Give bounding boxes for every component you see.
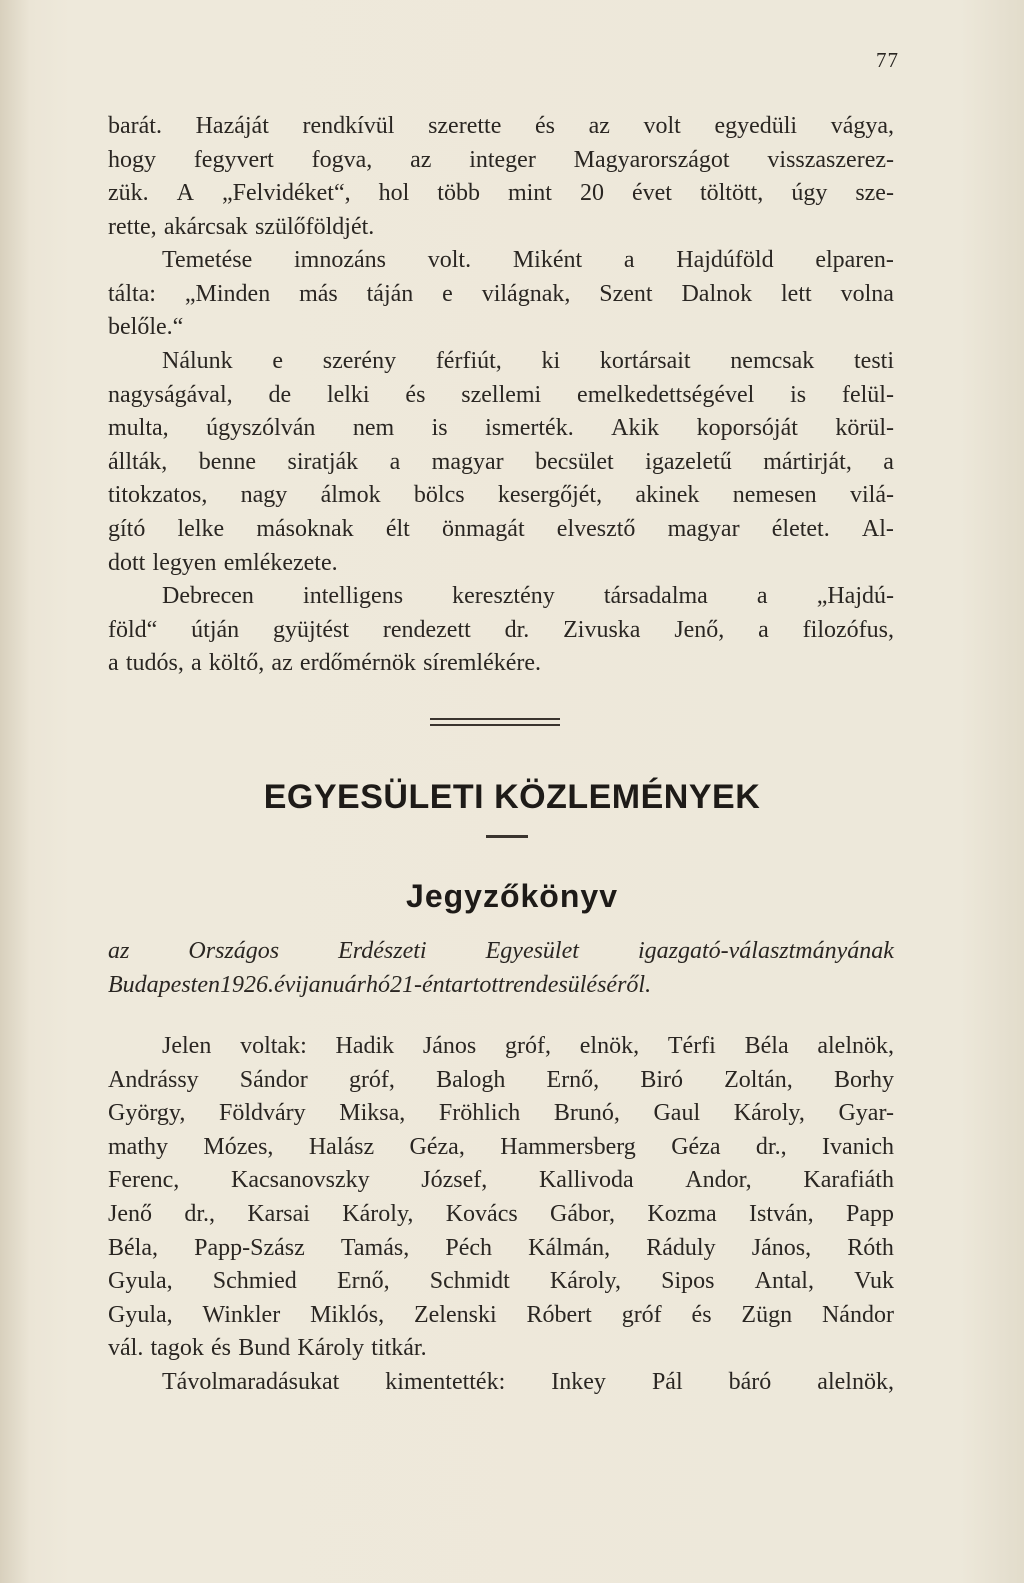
text-line: zük. A „Felvidéket“, hol több mint 20 évet töltött, úgy sze-: [108, 180, 894, 207]
text-line: a tudós, a költő, az erdőmérnök síremlékére.: [108, 650, 542, 677]
text-line: tálta: „Minden más táján e világnak, Szent Dalnok lett volna: [108, 280, 894, 307]
paragraph-4: [108, 580, 894, 681]
text-line: hogy fegyvert fogva, az integer Magyarországot visszaszerez-: [108, 146, 894, 173]
text-line: dott legyen emlékezete.: [108, 549, 338, 576]
text-line: mathy Mózes, Halász Géza, Hammersberg Géza dr., Ivanich: [108, 1133, 894, 1160]
paragraph-2: [108, 244, 894, 345]
absentees-paragraph: [108, 1366, 894, 1400]
minutes-subtitle-line: az Országos Erdészeti Egyesület igazgató-választmányának: [108, 938, 894, 964]
attendees-paragraph: [108, 1030, 894, 1366]
section-heading: EGYESÜLETI KÖZLEMÉNYEK: [263, 778, 761, 816]
text-line: multa, úgyszólván nem is ismerték. Akik koporsóját körül-: [108, 415, 894, 442]
text-line: föld“ útján gyüjtést rendezett dr. Zivuska Jenő, a filozófus,: [108, 616, 894, 643]
paragraph-1: [108, 110, 894, 244]
text-line: barát. Hazáját rendkívül szerette és az volt egyedüli vágya,: [108, 113, 894, 139]
text-line: Temetése imnozáns volt. Miként a Hajdúföld elparen-: [162, 247, 894, 273]
text-line: Ferenc, Kacsanovszky József, Kallivoda Andor, Karafiáth: [108, 1167, 894, 1194]
text-line: vál. tagok és Bund Károly titkár.: [108, 1335, 427, 1362]
text-line: Andrássy Sándor gróf, Balogh Ernő, Biró Zoltán, Borhy: [108, 1066, 894, 1093]
text-line: Gyula, Schmied Ernő, Schmidt Károly, Sipos Antal, Vuk: [108, 1268, 894, 1295]
text-line: titokzatos, nagy álmok bölcs kesergőjét, akinek nemesen vilá-: [108, 482, 894, 509]
text-line: Debrecen intelligens keresztény társadalma a „Hajdú-: [162, 583, 894, 609]
minutes-title: Jegyzőkönyv: [406, 878, 618, 914]
text-line: belőle.“: [108, 314, 184, 341]
text-line: nagyságával, de lelki és szellemi emelkedettségével is felül-: [108, 381, 894, 408]
text-line: Gyula, Winkler Miklós, Zelenski Róbert gróf és Zügn Nándor: [108, 1301, 894, 1328]
minutes-subtitle-line: Budapesten 1926. évi január hó 21-én tartott rendes üléséről.: [108, 972, 652, 998]
text-line: állták, benne siratják a magyar becsület igazeletű mártirját, a: [108, 448, 894, 475]
page-number: 77: [876, 48, 899, 72]
paragraph-3: [108, 345, 894, 580]
text-line: Nálunk e szerény férfiút, ki kortársait nemcsak testi: [162, 348, 894, 374]
text-line: Távolmaradásukat kimentették: Inkey Pál báró alelnök,: [162, 1369, 894, 1395]
text-line: rette, akárcsak szülőföldjét.: [108, 213, 375, 240]
text-line: György, Földváry Miksa, Fröhlich Brunó, Gaul Károly, Gyar-: [108, 1100, 894, 1127]
text-line: Jenő dr., Karsai Károly, Kovács Gábor, Kozma István, Papp: [108, 1200, 894, 1227]
separator-rule: [430, 724, 560, 726]
heading-divider: [486, 835, 528, 838]
text-line: gító lelke másoknak élt önmagát elvesztő magyar életet. Al-: [108, 515, 894, 542]
text-line: Jelen voltak: Hadik János gróf, elnök, Térfi Béla alelnök,: [162, 1033, 894, 1059]
separator-rule: [430, 718, 560, 720]
text-line: Béla, Papp-Szász Tamás, Péch Kálmán, Ráduly János, Róth: [108, 1234, 894, 1261]
